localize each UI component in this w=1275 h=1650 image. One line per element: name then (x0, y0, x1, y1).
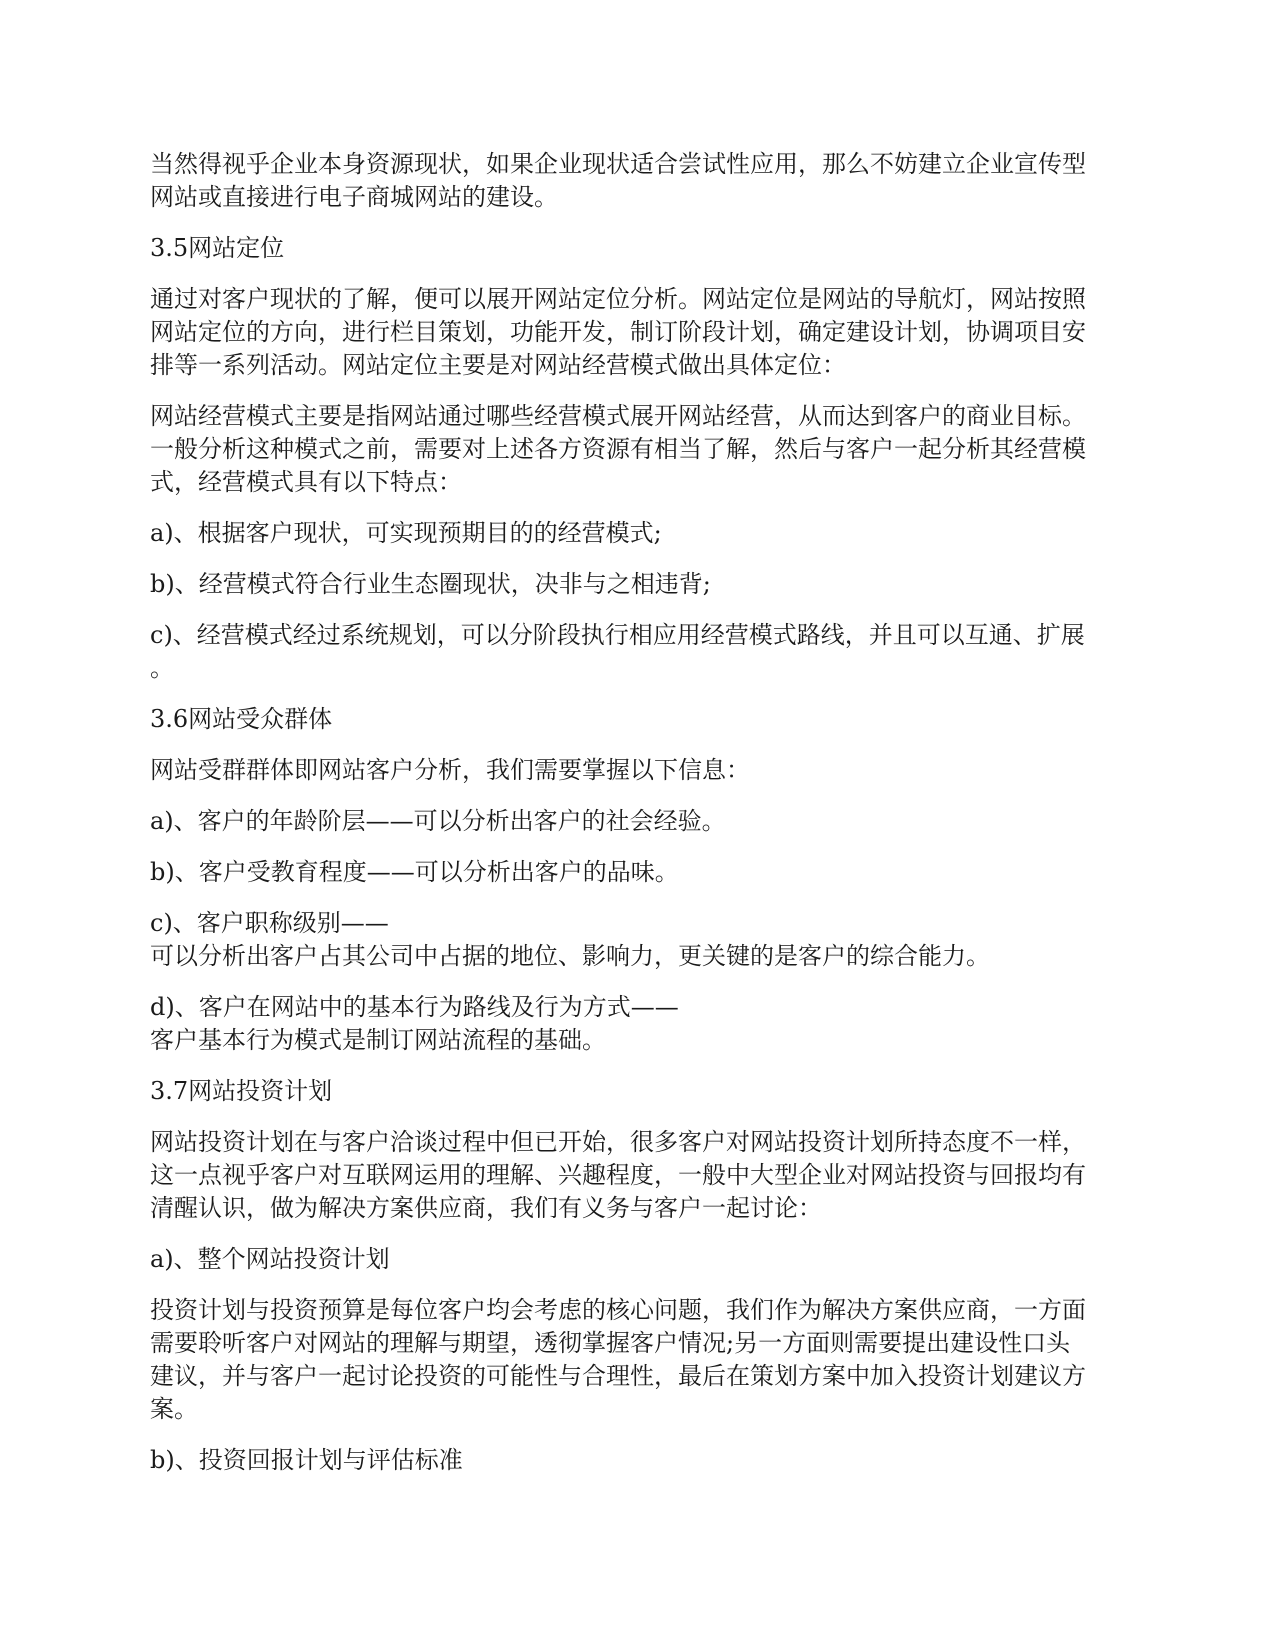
text-line: c)、经营模式经过系统规划，可以分阶段执行相应用经营模式路线，并且可以互通、扩展 (150, 621, 1085, 649)
text-line: 网站受群群体即网站客户分析，我们需要掌握以下信息： (150, 756, 750, 784)
paragraph (150, 907, 1130, 973)
text-line: 投资计划与投资预算是每位客户均会考虑的核心问题，我们作为解决方案供应商，一方面 (150, 1296, 1086, 1324)
paragraph (150, 1243, 1130, 1276)
paragraph (150, 991, 1130, 1057)
paragraph (150, 517, 1130, 550)
text-line: c)、客户职称级别—— (150, 909, 389, 937)
section-heading (150, 703, 1130, 736)
text-line: 3.7网站投资计划 (150, 1077, 333, 1105)
text-line: b)、客户受教育程度——可以分析出客户的品味。 (150, 858, 679, 886)
text-line: d)、客户在网站中的基本行为路线及行为方式—— (150, 993, 679, 1021)
text-line: b)、投资回报计划与评估标准 (150, 1446, 463, 1474)
text-line: 3.5网站定位 (150, 234, 285, 262)
text-line: a)、客户的年龄阶层——可以分析出客户的社会经验。 (150, 807, 726, 835)
paragraph (150, 619, 1130, 685)
text-line: 网站或直接进行电子商城网站的建设。 (150, 183, 558, 211)
text-line: a)、根据客户现状，可实现预期目的的经营模式; (150, 519, 662, 547)
text-line: 清醒认识，做为解决方案供应商，我们有义务与客户一起讨论： (150, 1194, 822, 1222)
text-line: 案。 (150, 1395, 198, 1423)
text-line: b)、经营模式符合行业生态圈现状，决非与之相违背; (150, 570, 711, 598)
text-line: 建议，并与客户一起讨论投资的可能性与合理性，最后在策划方案中加入投资计划建议方 (150, 1362, 1086, 1390)
section-heading (150, 232, 1130, 265)
paragraph (150, 1126, 1130, 1225)
paragraph (150, 1444, 1130, 1477)
paragraph (150, 400, 1130, 499)
text-line: 需要聆听客户对网站的理解与期望，透彻掌握客户情况;另一方面则需要提出建设性口头 (150, 1329, 1071, 1357)
text-line: 网站投资计划在与客户洽谈过程中但已开始，很多客户对网站投资计划所持态度不一样， (150, 1128, 1086, 1156)
text-line: 。 (150, 654, 174, 682)
text-line: 网站定位的方向，进行栏目策划，功能开发，制订阶段计划，确定建设计划，协调项目安 (150, 318, 1086, 346)
text-line: 式，经营模式具有以下特点： (150, 468, 462, 496)
text-line: 3.6网站受众群体 (150, 705, 333, 733)
section-heading (150, 1075, 1130, 1108)
paragraph (150, 568, 1130, 601)
text-line: 可以分析出客户占其公司中占据的地位、影响力，更关键的是客户的综合能力。 (150, 942, 990, 970)
paragraph (150, 283, 1130, 382)
text-line: 一般分析这种模式之前，需要对上述各方资源有相当了解，然后与客户一起分析其经营模 (150, 435, 1086, 463)
text-line: 当然得视乎企业本身资源现状，如果企业现状适合尝试性应用，那么不妨建立企业宣传型 (150, 150, 1086, 178)
text-line: 排等一系列活动。网站定位主要是对网站经营模式做出具体定位： (150, 351, 846, 379)
document-page (150, 148, 1130, 1495)
paragraph (150, 148, 1130, 214)
paragraph (150, 805, 1130, 838)
text-line: 网站经营模式主要是指网站通过哪些经营模式展开网站经营，从而达到客户的商业目标。 (150, 402, 1086, 430)
text-line: 这一点视乎客户对互联网运用的理解、兴趣程度，一般中大型企业对网站投资与回报均有 (150, 1161, 1086, 1189)
text-line: 客户基本行为模式是制订网站流程的基础。 (150, 1026, 606, 1054)
paragraph (150, 1294, 1130, 1426)
paragraph (150, 856, 1130, 889)
text-line: 通过对客户现状的了解，便可以展开网站定位分析。网站定位是网站的导航灯，网站按照 (150, 285, 1086, 313)
paragraph (150, 754, 1130, 787)
text-line: a)、整个网站投资计划 (150, 1245, 390, 1273)
